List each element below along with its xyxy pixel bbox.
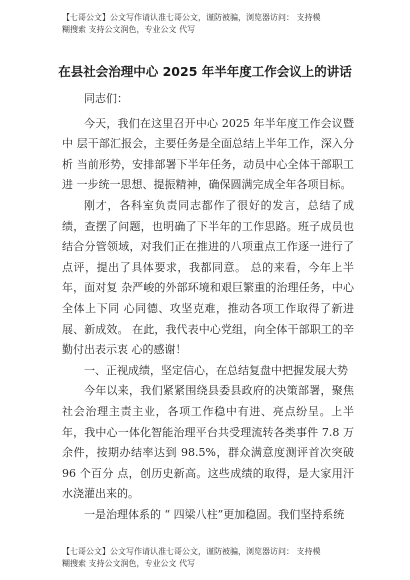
footer-note-line-1: 【七哥公文】公文写作请认准七哥公文，谨防被骗，浏览器访问： 支持模: [62, 547, 321, 556]
salutation: 同志们：: [84, 92, 128, 105]
header-note-line-1: 【七哥公文】公文写作请认准七哥公文，谨防被骗，浏览器访问： 支持模: [62, 13, 321, 22]
document-title: 在县社会治理中心 2025 年半年度工作会议上的讲话: [58, 64, 352, 79]
section-heading-1: 一、正视成绩，坚定信心，在总结复盘中把握发展大势: [84, 363, 348, 377]
paragraph-point-1: 一是治理体系的 “ 四梁八柱”更加稳固。我们坚持系统: [84, 507, 345, 521]
paragraph-achievements: 今年以来，我们紧紧围绕县委县政府的决策部署，聚焦社会治理主责主业，各项工作稳中有进、亮点纷呈。上半年，我中心一体化智能治理平台共受理流转各类事件 7.8 万余件，按期办结率达到 98.5%，群众满意度测评首次突破 96 个百分 点，创历史新高。这些成绩的取得，是大家用汗水浇灌出来的。: [62, 384, 354, 501]
document-body: [62, 89, 354, 525]
paragraph-review: 刚才，各科室负责同志都作了很好的发言，总结了成绩，查摆了问题，也明确了下半年的工作思路。班子成员也结合分管领域，对我们正在推进的八项重点工作逐一进行了点评，提出了具体要求，我都同意。 总的来看，今年上半年，面对复 杂严峻的外部环境和艰巨繁重的治理任务，中心全体上下同 心同德、攻坚克难，推动各项工作取得了新进展、新成效。 在此，我代表中心党组，向全体干部职工的辛勤付出表示衷 心的感谢！: [62, 198, 354, 357]
footer-watermark-note: [62, 546, 362, 570]
footer-note-line-2: 糊搜索 支持公文润色，专业公文 代写: [62, 559, 196, 568]
header-watermark-note: [62, 12, 362, 36]
paragraph-opening: 今天，我们在这里召开中心 2025 年半年度工作会议暨中 层干部汇报会，主要任务是全面总结上半年工作，深入分析 当前形势，安排部署下半年任务，动员中心全体干部职工进 一步统一思想、提振精神，确保圆满完成全年各项目标。: [62, 116, 354, 192]
header-note-line-2: 糊搜索 支持公文润色，专业公文 代写: [62, 25, 196, 34]
